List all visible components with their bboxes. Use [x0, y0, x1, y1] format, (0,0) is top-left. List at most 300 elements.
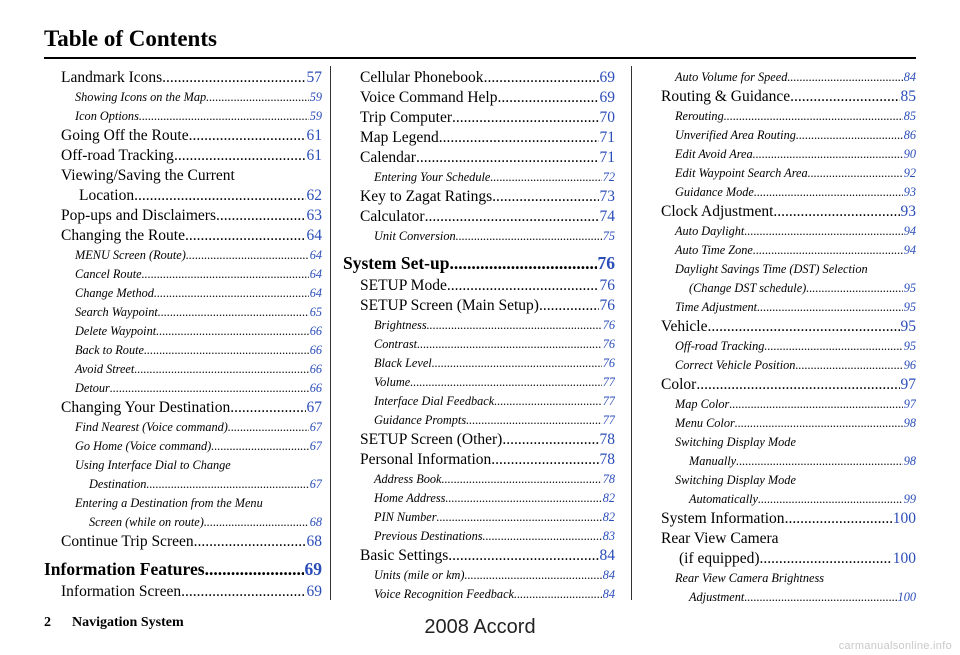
toc-column-1 — [44, 68, 322, 602]
toc-entry-row — [44, 284, 322, 303]
toc-section-heading[interactable] — [343, 251, 615, 275]
page-link[interactable]: 100 — [892, 510, 916, 527]
toc-entry-row — [44, 557, 322, 581]
page-link[interactable]: 66 — [309, 324, 322, 338]
page-link[interactable]: 68 — [306, 533, 322, 550]
leader-dots — [144, 341, 309, 360]
toc-entry[interactable] — [343, 566, 615, 585]
leader-dots — [724, 107, 903, 126]
toc-entry[interactable] — [644, 126, 916, 145]
toc-entry-label: Switching Display Mode — [675, 435, 796, 449]
toc-entry-row — [644, 164, 916, 183]
toc-entry-label: Auto Daylight — [675, 224, 745, 238]
page-link[interactable]: 66 — [309, 381, 322, 395]
toc-entry-row — [644, 317, 916, 337]
toc-entry-label: Changing the Route — [61, 227, 185, 244]
toc-entry-label-cont: Location — [79, 187, 135, 204]
page-link[interactable]: 95 — [903, 339, 916, 353]
page-link[interactable]: 64 — [306, 227, 322, 244]
leader-dots — [417, 335, 602, 354]
page-link[interactable]: 71 — [599, 149, 615, 166]
page-link[interactable]: 94 — [903, 243, 916, 257]
page-link[interactable]: 100 — [897, 590, 916, 604]
toc-entry-label: PIN Number — [374, 510, 437, 524]
page-link[interactable]: 61 — [306, 147, 322, 164]
page-link[interactable]: 70 — [599, 109, 615, 126]
leader-dots — [189, 126, 306, 146]
page-link[interactable]: 75 — [602, 229, 615, 243]
toc-entry[interactable] — [44, 582, 322, 602]
page-link[interactable]: 67 — [309, 439, 322, 453]
toc-entry[interactable] — [44, 437, 322, 456]
page-link[interactable]: 69 — [599, 69, 615, 86]
toc-entry-row — [343, 470, 615, 489]
toc-entry[interactable] — [644, 183, 916, 202]
toc-entry-row — [644, 241, 916, 260]
leader-dots — [759, 549, 891, 569]
toc-entry-row — [44, 360, 322, 379]
page-link[interactable]: 84 — [903, 70, 916, 84]
toc-entry-row — [644, 145, 916, 164]
toc-entry[interactable] — [644, 298, 916, 317]
page-link[interactable]: 62 — [306, 187, 322, 204]
toc-entry[interactable] — [343, 354, 615, 373]
page-link[interactable]: 78 — [599, 451, 615, 468]
toc-entry[interactable] — [44, 265, 322, 284]
toc-entry-label: Menu Color — [675, 416, 735, 430]
toc-entry-row — [343, 88, 615, 108]
toc-entry-row — [644, 126, 916, 145]
toc-entry[interactable] — [644, 145, 916, 164]
toc-entry-label: Entering a Destination from the Menu — [75, 496, 263, 510]
toc-entry[interactable] — [44, 303, 322, 322]
leader-dots — [736, 452, 903, 471]
page-link[interactable]: 82 — [602, 510, 615, 524]
toc-entry-label: Cellular Phonebook — [360, 69, 484, 86]
toc-section-heading[interactable] — [44, 557, 322, 581]
page-link[interactable]: 98 — [903, 454, 916, 468]
toc-entry[interactable] — [343, 489, 615, 508]
toc-entry-label: Cancel Route — [75, 267, 142, 281]
toc-entry[interactable] — [343, 68, 615, 88]
toc-entry[interactable] — [644, 509, 916, 529]
page-link[interactable]: 99 — [903, 492, 916, 506]
toc-entry[interactable] — [44, 456, 322, 494]
toc-entry[interactable] — [44, 379, 322, 398]
toc-entry[interactable] — [644, 107, 916, 126]
toc-entry-row — [343, 108, 615, 128]
toc-entry-row — [44, 146, 322, 166]
page-link[interactable]: 73 — [599, 188, 615, 205]
toc-entry[interactable] — [44, 532, 322, 552]
toc-entry-row — [44, 186, 322, 206]
toc-entry[interactable] — [343, 316, 615, 335]
toc-entry-label: Map Color — [675, 397, 730, 411]
toc-entry[interactable] — [343, 546, 615, 566]
toc-entry-row — [343, 128, 615, 148]
leader-dots — [806, 279, 902, 298]
leader-dots — [514, 585, 602, 604]
page-link[interactable]: 69 — [599, 89, 615, 106]
toc-entry[interactable] — [343, 392, 615, 411]
leader-dots — [744, 222, 902, 241]
toc-entry-row — [343, 227, 615, 246]
toc-entry-row — [343, 207, 615, 227]
toc-entry-label: Change Method — [75, 286, 154, 300]
leader-dots — [773, 202, 899, 222]
leader-dots — [795, 356, 902, 375]
page-link[interactable]: 67 — [306, 399, 322, 416]
toc-entry[interactable] — [644, 569, 916, 607]
leader-dots — [146, 475, 308, 494]
page-link[interactable]: 67 — [309, 420, 322, 434]
watermark: 2008 Accord — [424, 616, 536, 638]
toc-entry-row — [644, 549, 916, 569]
toc-entry-row — [644, 87, 916, 107]
leader-dots — [230, 398, 305, 418]
toc-entry-label: Going Off the Route — [61, 127, 189, 144]
toc-entry[interactable] — [343, 508, 615, 527]
page-link[interactable]: 68 — [309, 515, 322, 529]
leader-dots — [497, 88, 598, 108]
page-link[interactable]: 76 — [602, 337, 615, 351]
toc-entry-row — [44, 341, 322, 360]
toc-entry-label: Switching Display Mode — [675, 473, 796, 487]
leader-dots — [156, 322, 309, 341]
leader-dots — [502, 430, 598, 450]
leader-dots — [211, 437, 308, 456]
toc-entry-label: Edit Avoid Area — [675, 147, 753, 161]
toc-entry-label: Back to Route — [75, 343, 144, 357]
page-link[interactable]: 69 — [304, 559, 322, 579]
leader-dots — [442, 470, 602, 489]
leader-dots — [204, 513, 309, 532]
toc-entry[interactable] — [44, 322, 322, 341]
toc-entry-label: SETUP Screen (Main Setup) — [360, 297, 539, 314]
toc-entry[interactable] — [644, 317, 916, 337]
page-link[interactable]: 77 — [602, 375, 615, 389]
toc-entry-label-cont: (if equipped) — [679, 550, 760, 567]
toc-entry-row — [644, 68, 916, 87]
leader-dots — [432, 354, 602, 373]
page-link[interactable]: 84 — [602, 568, 615, 582]
toc-entry[interactable] — [343, 88, 615, 108]
page-link[interactable]: 85 — [900, 88, 916, 105]
page-link[interactable]: 57 — [306, 69, 322, 86]
leader-dots — [205, 557, 304, 581]
page-link[interactable]: 90 — [903, 147, 916, 161]
toc-entry[interactable] — [44, 360, 322, 379]
toc-entry[interactable] — [644, 87, 916, 107]
page-number: 2 — [44, 615, 51, 630]
page-link[interactable]: 85 — [903, 109, 916, 123]
toc-entry[interactable] — [644, 260, 916, 298]
toc-entry[interactable] — [44, 107, 322, 126]
toc-entry-label: Guidance Mode — [675, 185, 754, 199]
toc-entry-label-cont: Manually — [689, 454, 737, 468]
toc-entry-row — [343, 316, 615, 335]
page-link[interactable]: 93 — [900, 203, 916, 220]
toc-entry-label: Key to Zagat Ratings — [360, 188, 493, 205]
toc-entry[interactable] — [644, 222, 916, 241]
page-link[interactable]: 64 — [309, 267, 322, 281]
toc-entry-label: Landmark Icons — [61, 69, 163, 86]
toc-entry[interactable] — [44, 398, 322, 418]
page-link[interactable]: 83 — [602, 529, 615, 543]
toc-entry-label: Address Book — [374, 472, 442, 486]
toc-entry-row — [343, 296, 615, 316]
toc-entry[interactable] — [644, 337, 916, 356]
toc-entry-label: Unverified Area Routing — [675, 128, 796, 142]
toc-entry-label: SETUP Mode — [360, 277, 447, 294]
toc-entry[interactable] — [44, 206, 322, 226]
toc-entry-row — [644, 298, 916, 317]
toc-entry[interactable] — [644, 395, 916, 414]
page-link[interactable]: 64 — [309, 248, 322, 262]
toc-entry[interactable] — [644, 164, 916, 183]
toc-entry-label: SETUP Screen (Other) — [360, 431, 503, 448]
page-link[interactable]: 95 — [903, 281, 916, 295]
toc-entry[interactable] — [343, 207, 615, 227]
toc-entry-row — [343, 430, 615, 450]
leader-dots — [491, 450, 598, 470]
toc-entry-row — [644, 452, 916, 471]
toc-entry-row — [44, 582, 322, 602]
page-link[interactable]: 97 — [903, 397, 916, 411]
toc-entry-row — [44, 532, 322, 552]
toc-entry[interactable] — [343, 430, 615, 450]
page-link[interactable]: 59 — [309, 90, 322, 104]
toc-entry[interactable] — [44, 126, 322, 146]
toc-entry-label: Rear View Camera — [661, 530, 779, 547]
toc-entry-row — [644, 414, 916, 433]
leader-dots — [754, 183, 903, 202]
page-link[interactable]: 76 — [599, 277, 615, 294]
toc-entry[interactable] — [644, 241, 916, 260]
leader-dots — [696, 375, 899, 395]
leader-dots — [808, 164, 903, 183]
leader-dots — [785, 509, 892, 529]
leader-dots — [174, 146, 306, 166]
toc-entry[interactable] — [44, 68, 322, 88]
toc-entry[interactable] — [343, 585, 615, 604]
toc-entry-label: Trip Computer — [360, 109, 453, 126]
toc-entry[interactable] — [44, 246, 322, 265]
toc-entry-label-cont: (Change DST schedule) — [689, 281, 807, 295]
toc-entry-label: Search Waypoint — [75, 305, 158, 319]
toc-entry[interactable] — [44, 341, 322, 360]
page-link[interactable]: 84 — [599, 547, 615, 564]
toc-entry[interactable] — [44, 494, 322, 532]
toc-entry-label-cont: Destination — [89, 477, 147, 491]
toc-entry-label: Auto Time Zone — [675, 243, 753, 257]
toc-entry-label: System Information — [661, 510, 785, 527]
toc-entry-row — [343, 566, 615, 585]
toc-entry-label: Basic Settings — [360, 547, 449, 564]
toc-entry[interactable] — [343, 296, 615, 316]
leader-dots — [216, 206, 306, 226]
toc-entry-label: Daylight Savings Time (DST) Selection — [675, 262, 868, 276]
page-link[interactable]: 71 — [599, 129, 615, 146]
leader-dots — [228, 418, 309, 437]
toc-entry-row — [44, 88, 322, 107]
page-link[interactable]: 97 — [900, 376, 916, 393]
toc-entry-row — [343, 450, 615, 470]
page-link[interactable]: 100 — [892, 550, 916, 567]
leader-dots — [416, 148, 599, 168]
toc-entry-label: MENU Screen (Route) — [75, 248, 186, 262]
toc-column-2 — [343, 68, 615, 604]
toc-entry[interactable] — [44, 88, 322, 107]
toc-entry[interactable] — [343, 128, 615, 148]
page-link[interactable]: 76 — [602, 318, 615, 332]
toc-entry[interactable] — [644, 202, 916, 222]
page-link[interactable]: 66 — [309, 362, 322, 376]
page-link[interactable]: 98 — [903, 416, 916, 430]
toc-entry-row — [343, 585, 615, 604]
toc-entry[interactable] — [343, 411, 615, 430]
page-link[interactable]: 77 — [602, 394, 615, 408]
page-link[interactable]: 84 — [602, 587, 615, 601]
page-link[interactable]: 59 — [309, 109, 322, 123]
toc-entry[interactable] — [343, 227, 615, 246]
toc-entry-row — [343, 168, 615, 187]
page-link[interactable]: 72 — [602, 170, 615, 184]
toc-entry-label-cont: Screen (while on route) — [89, 515, 204, 529]
page-link[interactable]: 69 — [306, 583, 322, 600]
toc-entry[interactable] — [343, 187, 615, 207]
page-link[interactable]: 93 — [903, 185, 916, 199]
leader-dots — [744, 588, 896, 607]
leader-dots — [194, 532, 306, 552]
leader-dots — [729, 395, 902, 414]
toc-entry[interactable] — [44, 226, 322, 246]
toc-entry[interactable] — [644, 375, 916, 395]
column-divider — [330, 66, 331, 600]
toc-entry-label: Personal Information — [360, 451, 492, 468]
page-link[interactable]: 96 — [903, 358, 916, 372]
page-link[interactable]: 92 — [903, 166, 916, 180]
toc-entry-row — [44, 206, 322, 226]
page-link[interactable]: 86 — [903, 128, 916, 142]
toc-entry-row — [644, 490, 916, 509]
page-link[interactable]: 76 — [597, 253, 615, 273]
leader-dots — [410, 373, 602, 392]
page-link[interactable]: 78 — [602, 472, 615, 486]
toc-entry-label: Unit Conversion — [374, 229, 456, 243]
page-link[interactable]: 66 — [309, 343, 322, 357]
toc-entry-label: Units (mile or km) — [374, 568, 465, 582]
leader-dots — [466, 411, 602, 430]
page-link[interactable]: 82 — [602, 491, 615, 505]
toc-entry-row — [44, 513, 322, 532]
toc-column-3 — [644, 68, 916, 607]
leader-dots — [449, 251, 596, 275]
toc-entry-row — [343, 373, 615, 392]
leader-dots — [445, 489, 601, 508]
toc-entry-label: Correct Vehicle Position — [675, 358, 796, 372]
page-link[interactable]: 74 — [599, 208, 615, 225]
leader-dots — [456, 227, 602, 246]
toc-entry[interactable] — [343, 450, 615, 470]
toc-entry-label: Icon Options — [75, 109, 139, 123]
toc-entry-row — [343, 276, 615, 296]
toc-entry[interactable] — [343, 108, 615, 128]
toc-entry[interactable] — [644, 414, 916, 433]
page-link[interactable]: 76 — [599, 297, 615, 314]
toc-entry-row — [343, 489, 615, 508]
page-link[interactable]: 95 — [903, 300, 916, 314]
toc-entry[interactable] — [44, 146, 322, 166]
page-link[interactable]: 67 — [309, 477, 322, 491]
page-link[interactable]: 63 — [306, 207, 322, 224]
toc-entry[interactable] — [343, 527, 615, 546]
toc-entry-label: Auto Volume for Speed — [675, 70, 788, 84]
page-link[interactable]: 94 — [903, 224, 916, 238]
leader-dots — [134, 186, 305, 206]
toc-entry[interactable] — [343, 470, 615, 489]
toc-entry-row — [343, 148, 615, 168]
toc-entry[interactable] — [644, 433, 916, 471]
toc-entry-row — [343, 68, 615, 88]
toc-entry-row — [644, 375, 916, 395]
toc-entry[interactable] — [343, 335, 615, 354]
toc-entry-row — [343, 187, 615, 207]
toc-entry[interactable] — [343, 276, 615, 296]
leader-dots — [735, 414, 903, 433]
toc-entry[interactable] — [44, 418, 322, 437]
toc-entry-label: System Set-up — [343, 253, 450, 273]
toc-entry-row — [644, 107, 916, 126]
leader-dots — [753, 145, 903, 164]
toc-entry[interactable] — [343, 373, 615, 392]
page-link[interactable]: 95 — [900, 318, 916, 335]
page-link[interactable]: 65 — [309, 305, 322, 319]
toc-entry-row — [44, 322, 322, 341]
leader-dots — [425, 207, 599, 227]
leader-dots — [758, 490, 903, 509]
page-link[interactable]: 78 — [599, 431, 615, 448]
toc-entry-label: Rear View Camera Brightness — [675, 571, 825, 585]
page-link[interactable]: 77 — [602, 413, 615, 427]
toc-entry[interactable] — [644, 356, 916, 375]
toc-entry[interactable] — [644, 68, 916, 87]
toc-entry-label: Showing Icons on the Map — [75, 90, 207, 104]
toc-entry-label-cont: Adjustment — [689, 590, 745, 604]
toc-entry-label: Pop-ups and Disclaimers — [61, 207, 216, 224]
page-link[interactable]: 64 — [309, 286, 322, 300]
page-link[interactable]: 76 — [602, 356, 615, 370]
toc-entry[interactable] — [44, 166, 322, 206]
page-link[interactable]: 61 — [306, 127, 322, 144]
leader-dots — [158, 303, 309, 322]
toc-entry[interactable] — [343, 148, 615, 168]
toc-entry-row — [644, 337, 916, 356]
toc-entry[interactable] — [644, 471, 916, 509]
toc-entry-row — [343, 392, 615, 411]
leader-dots — [494, 392, 602, 411]
toc-entry-label: Clock Adjustment — [661, 203, 774, 220]
toc-entry[interactable] — [343, 168, 615, 187]
toc-entry-label: Avoid Street — [75, 362, 135, 376]
toc-entry-label: Off-road Tracking — [61, 147, 174, 164]
toc-entry[interactable] — [644, 529, 916, 569]
toc-entry-row — [343, 411, 615, 430]
toc-entry-label: Time Adjustment — [675, 300, 758, 314]
toc-entry[interactable] — [44, 284, 322, 303]
toc-entry-label: Go Home (Voice command) — [75, 439, 212, 453]
leader-dots — [452, 108, 598, 128]
